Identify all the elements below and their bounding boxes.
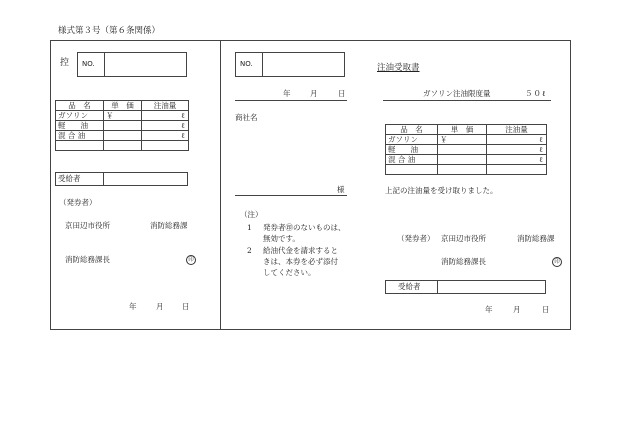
stub-no-divider (104, 52, 105, 77)
main-date-day: 日 (338, 89, 346, 98)
main-sama: 様 (337, 185, 345, 194)
stub-divider (220, 40, 221, 330)
main-issuer-chief: 消防総務課長 (441, 257, 486, 266)
main-issuer-section: 消防総務課 (517, 234, 555, 243)
main-date-underline (235, 100, 347, 101)
row-price[interactable] (438, 145, 487, 155)
header-item: 品 名 (386, 125, 438, 135)
row-item: 軽 油 (56, 121, 104, 131)
table-row (56, 111, 189, 121)
header-amount: 注油量 (487, 125, 547, 135)
row-amount[interactable] (487, 165, 547, 175)
stub-fuel-table (55, 100, 189, 151)
row-amount[interactable] (142, 141, 189, 151)
note-line: 無効です。 (263, 234, 300, 243)
note-number: 2 (247, 246, 252, 255)
table-row (386, 145, 547, 155)
row-amount[interactable]: ℓ (142, 131, 189, 141)
row-item: 混 合 油 (56, 131, 104, 141)
row-amount[interactable]: ℓ (487, 135, 547, 145)
row-item: ガソリン (386, 135, 438, 145)
main-date2-month: 月 (513, 305, 521, 314)
main-limit-underline (383, 100, 551, 101)
main-company-field[interactable] (235, 125, 347, 185)
main-no-field[interactable] (264, 54, 343, 75)
main-company-underline (235, 195, 347, 196)
table-row (56, 121, 189, 131)
row-amount[interactable]: ℓ (142, 111, 189, 121)
main-date-year: 年 (283, 89, 291, 98)
note-line: してください。 (263, 268, 316, 277)
main-receiver-divider (437, 280, 438, 294)
note-line: きは、本券を必ず添付 (263, 257, 338, 266)
row-item[interactable] (56, 141, 104, 151)
table-row (386, 135, 547, 145)
row-price[interactable] (104, 121, 142, 131)
table-row (56, 131, 189, 141)
main-company-label: 商社名 (235, 113, 258, 122)
main-limit-value: ５０ℓ (525, 89, 547, 98)
table-header-row (56, 101, 189, 111)
stub-issuer-chief: 消防総務課長 (65, 255, 110, 264)
row-price[interactable] (438, 165, 487, 175)
row-amount[interactable]: ℓ (487, 145, 547, 155)
form-title: 様式第３号（第６条関係） (58, 26, 161, 36)
stub-issuer-office: 京田辺市役所 (65, 221, 110, 230)
row-price[interactable] (104, 141, 142, 151)
main-receiver-label: 受給者 (398, 282, 421, 291)
stub-receiver-field[interactable] (105, 173, 186, 185)
main-notes-heading: （注） (240, 210, 263, 219)
header-price: 単 価 (438, 125, 487, 135)
stub-hikae-label: 控 (60, 58, 70, 68)
header-item: 品 名 (56, 101, 104, 111)
main-seal-icon: 印 (552, 257, 562, 267)
main-issuer-office: 京田辺市役所 (441, 234, 486, 243)
note-number: 1 (247, 223, 252, 232)
stub-issuer-label: （発券者） (59, 198, 97, 207)
main-date2-year: 年 (485, 305, 493, 314)
stub-no-field[interactable] (106, 54, 185, 75)
stub-issuer-section: 消防総務課 (150, 221, 188, 230)
table-row (386, 155, 547, 165)
row-price[interactable]: ￥ (438, 135, 487, 145)
stub-receiver-label: 受給者 (58, 174, 81, 183)
main-no-divider (262, 52, 263, 77)
row-price[interactable] (104, 131, 142, 141)
table-row (56, 141, 189, 151)
stub-date-day: 日 (182, 302, 190, 311)
header-amount: 注油量 (142, 101, 189, 111)
row-item: ガソリン (56, 111, 104, 121)
note-line: 発券者㊞のないものは、 (263, 223, 346, 232)
main-date-month: 月 (310, 89, 318, 98)
main-title: 注油受取書 (377, 63, 420, 73)
row-price[interactable] (438, 155, 487, 165)
main-limit-label: ガソリン注油限度量 (423, 89, 491, 98)
stub-receiver-divider (103, 172, 104, 186)
row-amount[interactable]: ℓ (142, 121, 189, 131)
main-no-label: NO. (240, 60, 253, 68)
stub-date-year: 年 (129, 302, 137, 311)
table-row (386, 165, 547, 175)
stub-no-label: NO. (82, 60, 95, 68)
table-header-row (386, 125, 547, 135)
row-item: 混 合 油 (386, 155, 438, 165)
stub-date-month: 月 (156, 302, 164, 311)
main-received-text: 上記の注油量を受け取りました。 (385, 186, 498, 195)
main-date2-day: 日 (542, 305, 550, 314)
row-amount[interactable]: ℓ (487, 155, 547, 165)
main-fuel-table (385, 124, 547, 175)
row-item: 軽 油 (386, 145, 438, 155)
row-price[interactable]: ￥ (104, 111, 142, 121)
stub-seal-icon: 印 (186, 255, 196, 265)
header-price: 単 価 (104, 101, 142, 111)
main-receiver-field[interactable] (439, 281, 544, 293)
note-line: 給油代金を請求すると (263, 246, 338, 255)
main-issuer-label: （発券者） (397, 234, 435, 243)
row-item[interactable] (386, 165, 438, 175)
